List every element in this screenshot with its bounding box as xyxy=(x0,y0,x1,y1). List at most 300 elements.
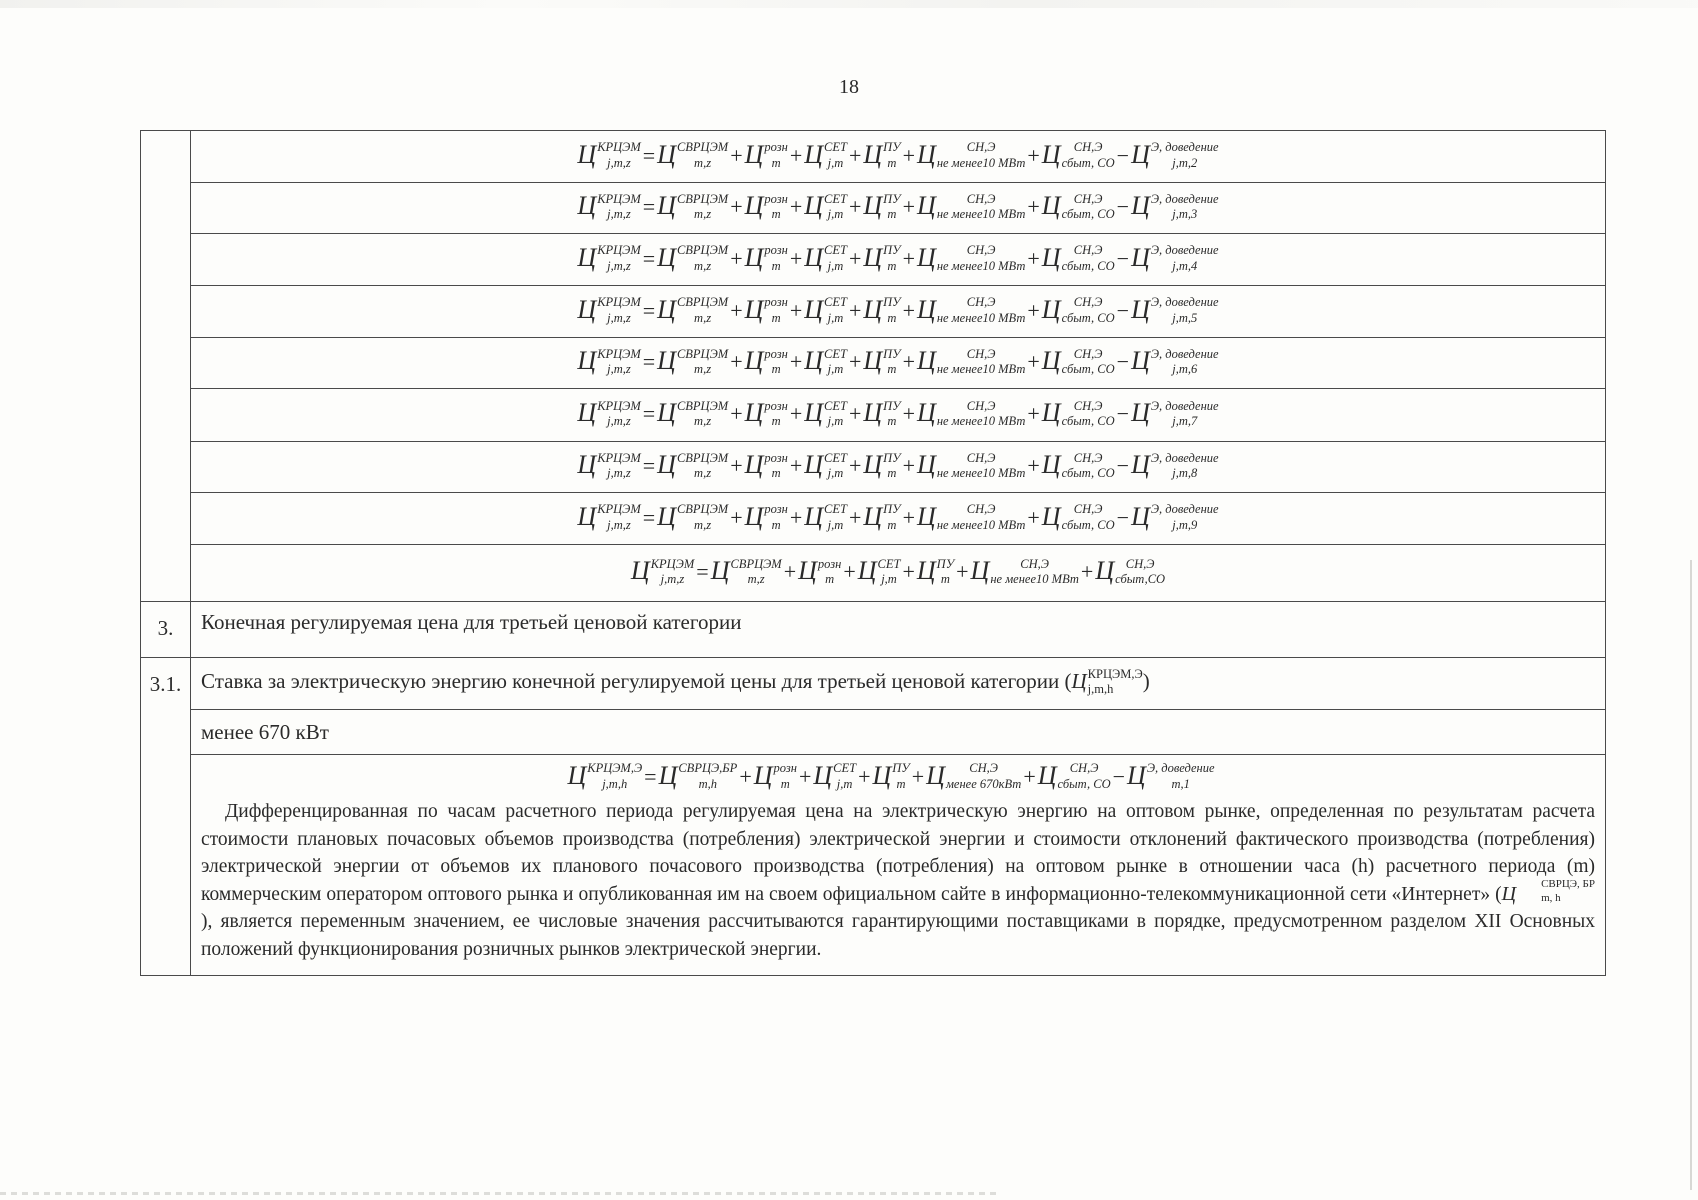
formula-row-2-term-7: Ц xyxy=(1131,139,1150,169)
formula-row-final-term-2-sub: m xyxy=(825,572,835,587)
formula-row-7-term-2-sub: m xyxy=(771,414,781,429)
formula-row-2-lhs-indices xyxy=(597,141,641,169)
row-3-1-symbol: Ц xyxy=(1071,669,1087,694)
formula-row-5-lhs: Ц xyxy=(577,294,597,324)
price-table-body xyxy=(141,131,1606,976)
formula-670-term-1-sub: m,h xyxy=(698,776,718,791)
formula-row-7-term-2-sup: розн xyxy=(764,398,788,413)
formula-row-4-lhs: Ц xyxy=(577,242,597,272)
formula-row-2-term-2: Ц xyxy=(744,139,764,169)
formula-row-3-term-5-sup: СН,Э xyxy=(966,191,996,206)
formula-row-5-term-3-sup: СЕТ xyxy=(824,295,847,310)
formula-row-2-term-6-indices xyxy=(1062,141,1115,169)
page-number: 18 xyxy=(839,76,859,98)
formula-670-term-7-sub: m,1 xyxy=(1171,776,1190,791)
definition-paragraph xyxy=(201,798,1595,963)
formula-row-6-term-7-sup: Э, доведение xyxy=(1150,346,1219,361)
formula-row-6-op-4: + xyxy=(848,349,862,375)
formula-670-term-7-sup: Э, доведение xyxy=(1146,761,1215,776)
formula-row-8-op-5: + xyxy=(902,453,916,479)
formula-row-6-term-1-sup: СВРЦЭМ xyxy=(676,346,729,361)
formula-row-3-term-1-sup: СВРЦЭМ xyxy=(676,191,729,206)
formula-row-3-term-7-indices xyxy=(1151,193,1219,221)
formula-row-5-term-2-sup: розн xyxy=(764,295,788,310)
formula-row-7-term-2: Ц xyxy=(744,398,764,428)
formula-670-term-6: Ц xyxy=(1037,761,1057,790)
formula-row-3-term-1-indices xyxy=(677,193,728,221)
formula-row-7-cell xyxy=(191,389,1606,442)
formula-row-6-term-6-sup: СН,Э xyxy=(1073,346,1103,361)
formula-row-9-term-5: Ц xyxy=(917,501,936,531)
formula-row-7-term-5-indices xyxy=(937,400,1026,428)
formula-row-final-term-4: Ц xyxy=(916,556,936,586)
formula-row-4-term-1-sub: m,z xyxy=(694,258,712,273)
formula-row-2-term-6-sub: сбыт, СО xyxy=(1061,155,1115,170)
formula-row-7-term-1: Ц xyxy=(657,398,676,428)
formula-row-4-op-5: + xyxy=(902,245,916,271)
formula-row-8-lhs-indices xyxy=(597,452,641,480)
formula-row-6-term-6-indices xyxy=(1062,348,1115,376)
formula-row-5-term-3: Ц xyxy=(804,294,824,324)
formula-row-4-term-3-indices xyxy=(824,244,847,272)
formula-row-4-term-4-sub: m xyxy=(887,258,897,273)
formula-row-6 xyxy=(141,338,1606,389)
row-670-formula xyxy=(141,755,1606,976)
formula-row-8-term-5-sup: СН,Э xyxy=(966,450,996,465)
formula-row-6-term-5-sub: не менее10 МВт xyxy=(936,362,1026,377)
formula-row-5-op-3: + xyxy=(789,297,803,323)
formula-row-3-op-4: + xyxy=(848,194,862,220)
formula-row-9-op-5: + xyxy=(902,504,916,530)
formula-row-3-term-5-sub: не менее10 МВт xyxy=(936,207,1026,222)
formula-row-4-term-7-sup: Э, доведение xyxy=(1150,243,1219,258)
formula-row-7-term-4: Ц xyxy=(863,398,883,428)
row-3-text-cell xyxy=(191,602,1606,658)
formula-row-7-term-6: Ц xyxy=(1041,398,1061,428)
formula-row-9-term-7-sup: Э, доведение xyxy=(1150,502,1219,517)
formula-row-9-term-2-sub: m xyxy=(771,517,781,532)
formula-row-7-lhs-sub: j,m,z xyxy=(607,414,631,429)
formula-row-5-term-5-sup: СН,Э xyxy=(966,295,996,310)
formula-row-4-term-3-sup: СЕТ xyxy=(824,243,847,258)
formula-670-term-4: Ц xyxy=(872,761,892,790)
formula-row-6-lhs-sup: КРЦЭМ xyxy=(597,346,641,361)
formula-row-7-expr xyxy=(577,400,1218,429)
formula-row-4-term-2: Ц xyxy=(744,242,764,272)
formula-row-6-term-3-indices xyxy=(824,348,847,376)
formula-row-6-cell xyxy=(191,338,1606,389)
formula-row-2-op-5: + xyxy=(902,142,916,168)
formula-row-8-term-1: Ц xyxy=(657,450,676,480)
formula-row-3-term-7-sub: j,m,3 xyxy=(1172,207,1198,222)
formula-row-8-term-4: Ц xyxy=(863,450,883,480)
formula-row-8-lhs: Ц xyxy=(577,450,597,480)
formula-670-op-7: − xyxy=(1112,764,1126,789)
formula-row-9-term-1-indices xyxy=(677,503,728,531)
formula-row-6-term-4-indices xyxy=(883,348,900,376)
formula-row-2-term-3-sup: СЕТ xyxy=(824,140,847,155)
formula-row-2-equals: = xyxy=(642,142,656,168)
formula-row-7-op-4: + xyxy=(848,401,862,427)
formula-row-7-term-3: Ц xyxy=(804,398,824,428)
formula-row-7-term-3-indices xyxy=(824,400,847,428)
formula-row-3-term-2-indices xyxy=(764,193,787,221)
row-3-1-close: ) xyxy=(1142,669,1150,694)
formula-row-3-term-3: Ц xyxy=(804,191,824,221)
formula-row-final-equals: = xyxy=(696,559,709,585)
formula-row-6-term-7: Ц xyxy=(1131,346,1150,376)
formula-row-4-op-6: + xyxy=(1027,245,1040,271)
formula-row-3-lhs-sub: j,m,z xyxy=(607,207,631,222)
formula-row-7 xyxy=(141,389,1606,442)
formula-row-4 xyxy=(141,234,1606,286)
formula-670 xyxy=(567,763,1214,792)
row-3-number: 3. xyxy=(157,616,174,640)
formula-row-5-op-7: − xyxy=(1116,297,1130,323)
formula-row-2-term-2-indices xyxy=(764,141,787,169)
formula-row-8-term-3-sup: СЕТ xyxy=(824,450,847,465)
paragraph-symbol-indices xyxy=(1517,879,1595,904)
formula-row-final-op-2: + xyxy=(783,559,797,585)
formula-row-2-term-3-indices xyxy=(824,141,847,169)
formula-row-6-op-6: + xyxy=(1027,349,1040,375)
formula-row-final-term-1-sub: m,z xyxy=(747,572,765,587)
formula-row-6-term-4-sub: m xyxy=(887,362,897,377)
formula-row-6-term-1: Ц xyxy=(657,346,676,376)
formula-670-term-1-indices xyxy=(678,762,737,790)
formula-block-number-cell xyxy=(141,131,191,602)
formula-row-7-equals: = xyxy=(642,401,656,427)
formula-row-5 xyxy=(141,286,1606,338)
formula-row-8-term-1-indices xyxy=(677,452,728,480)
formula-row-3-term-1: Ц xyxy=(657,191,676,221)
formula-row-5-term-7-indices xyxy=(1151,296,1219,324)
formula-row-final-term-3-sub: j,m xyxy=(881,572,897,587)
formula-row-final-term-4-indices xyxy=(937,558,954,586)
formula-row-9-term-4-sub: m xyxy=(887,517,897,532)
formula-670-term-1-sup: СВРЦЭ,БР xyxy=(678,761,738,776)
formula-row-final-expr xyxy=(631,558,1165,587)
row-3 xyxy=(141,602,1606,658)
formula-row-9-term-3-indices xyxy=(824,503,847,531)
formula-row-9-term-5-indices xyxy=(937,503,1026,531)
formula-row-6-op-3: + xyxy=(789,349,803,375)
formula-row-3-term-6-sub: сбыт, СО xyxy=(1061,207,1115,222)
formula-row-5-lhs-sup: КРЦЭМ xyxy=(597,295,641,310)
formula-row-5-term-6-sup: СН,Э xyxy=(1073,295,1103,310)
formula-row-7-term-5-sub: не менее10 МВт xyxy=(936,414,1026,429)
formula-row-6-op-2: + xyxy=(730,349,743,375)
formula-row-9-term-1-sup: СВРЦЭМ xyxy=(676,502,729,517)
formula-row-5-term-1-sup: СВРЦЭМ xyxy=(676,295,729,310)
formula-row-6-term-3: Ц xyxy=(804,346,824,376)
row-3-1-symbol-sup: КРЦЭМ,Э xyxy=(1087,666,1143,681)
formula-row-2-term-1-sub: m,z xyxy=(694,155,712,170)
formula-row-2-term-2-sup: розн xyxy=(764,140,788,155)
formula-row-4-term-1-indices xyxy=(677,244,728,272)
formula-row-5-term-1: Ц xyxy=(657,294,676,324)
formula-670-op-4: + xyxy=(858,764,871,789)
formula-row-8-term-7-sub: j,m,8 xyxy=(1172,466,1198,481)
formula-row-2-op-7: − xyxy=(1116,142,1130,168)
scan-top-edge xyxy=(0,0,1698,8)
formula-row-8-term-5-sub: не менее10 МВт xyxy=(936,466,1026,481)
formula-row-9-term-2: Ц xyxy=(744,501,764,531)
formula-670-term-6-sup: СН,Э xyxy=(1069,761,1099,776)
formula-row-5-term-3-indices xyxy=(824,296,847,324)
formula-row-5-term-4: Ц xyxy=(863,294,883,324)
formula-row-4-term-6-sup: СН,Э xyxy=(1073,243,1103,258)
formula-row-6-term-5-indices xyxy=(937,348,1026,376)
formula-row-final xyxy=(141,545,1606,602)
formula-row-8-term-2-sub: m xyxy=(771,466,781,481)
formula-row-final-term-5-sub: не менее10 МВт xyxy=(990,572,1079,587)
formula-row-3 xyxy=(141,183,1606,234)
formula-row-3-term-7: Ц xyxy=(1131,191,1150,221)
formula-row-7-term-7: Ц xyxy=(1131,398,1150,428)
formula-row-final-lhs-indices xyxy=(651,558,695,586)
paragraph-part2: ), является переменным значением, ее числовые значения рассчитываются гарантирующими поставщиками в порядке, предусмотренном разделом XII Основных положений функционирования розничных рынков электрической энергии. xyxy=(201,911,1595,960)
formula-row-8-cell xyxy=(191,442,1606,493)
formula-row-3-lhs: Ц xyxy=(577,191,597,221)
formula-row-5-lhs-sub: j,m,z xyxy=(607,310,631,325)
paragraph-symbol-sub: m, h xyxy=(1541,891,1561,904)
formula-row-6-term-5: Ц xyxy=(917,346,936,376)
formula-row-9-lhs-indices xyxy=(597,503,641,531)
formula-row-3-op-7: − xyxy=(1116,194,1130,220)
formula-670-lhs-indices xyxy=(587,762,642,790)
row-3-1-number: 3.1. xyxy=(149,672,182,696)
formula-row-3-term-6: Ц xyxy=(1041,191,1061,221)
formula-row-4-term-6-sub: сбыт, СО xyxy=(1061,258,1115,273)
formula-row-3-lhs-sup: КРЦЭМ xyxy=(597,191,641,206)
row-3-1-number-cell xyxy=(141,658,191,976)
formula-row-4-term-4-sup: ПУ xyxy=(883,243,901,258)
formula-row-final-term-5-indices xyxy=(990,558,1079,586)
formula-row-2-term-5-sup: СН,Э xyxy=(966,140,996,155)
formula-row-5-term-3-sub: j,m xyxy=(827,310,844,325)
formula-row-5-term-5-sub: не менее10 МВт xyxy=(936,310,1026,325)
formula-row-6-term-2-indices xyxy=(764,348,787,376)
formula-row-5-op-5: + xyxy=(902,297,916,323)
formula-row-final-term-3-indices xyxy=(878,558,901,586)
row-670-formula-cell xyxy=(191,755,1606,976)
formula-row-6-term-2: Ц xyxy=(744,346,764,376)
formula-row-8-term-3-indices xyxy=(824,452,847,480)
formula-670-term-2: Ц xyxy=(753,761,773,790)
formula-row-3-term-3-indices xyxy=(824,193,847,221)
formula-670-wrap xyxy=(201,763,1595,792)
formula-row-4-op-7: − xyxy=(1116,245,1130,271)
formula-row-2 xyxy=(141,131,1606,183)
formula-row-4-term-2-sup: розн xyxy=(764,243,788,258)
formula-670-term-6-sub: сбыт, СО xyxy=(1057,776,1111,791)
row-3-text: Конечная регулируемая цена для третьей ценовой категории xyxy=(201,610,742,634)
formula-670-term-7-indices xyxy=(1147,762,1215,790)
formula-row-8-op-6: + xyxy=(1027,453,1040,479)
formula-row-3-term-2-sup: розн xyxy=(764,191,788,206)
formula-670-op-3: + xyxy=(798,764,812,789)
formula-row-7-term-1-sup: СВРЦЭМ xyxy=(676,398,729,413)
formula-670-op-6: + xyxy=(1023,764,1036,789)
formula-row-2-term-7-sup: Э, доведение xyxy=(1150,140,1219,155)
formula-row-7-op-7: − xyxy=(1116,401,1130,427)
formula-row-final-op-6: + xyxy=(1080,559,1094,585)
formula-row-9-term-3: Ц xyxy=(804,501,824,531)
formula-row-final-term-6-indices xyxy=(1115,558,1165,586)
formula-row-7-op-5: + xyxy=(902,401,916,427)
formula-row-4-term-7: Ц xyxy=(1131,242,1150,272)
formula-row-9-term-2-sup: розн xyxy=(764,502,788,517)
formula-row-5-term-2: Ц xyxy=(744,294,764,324)
formula-row-3-term-4: Ц xyxy=(863,191,883,221)
formula-row-4-term-1: Ц xyxy=(657,242,676,272)
formula-row-final-lhs-sup: КРЦЭМ xyxy=(650,556,695,571)
formula-row-5-term-6-indices xyxy=(1062,296,1115,324)
formula-row-final-op-5: + xyxy=(956,559,969,585)
formula-row-4-term-5-sub: не менее10 МВт xyxy=(936,258,1026,273)
formula-row-9-op-2: + xyxy=(730,504,743,530)
formula-row-2-op-3: + xyxy=(789,142,803,168)
formula-row-3-cell xyxy=(191,183,1606,234)
formula-row-7-term-5-sup: СН,Э xyxy=(966,398,996,413)
formula-row-4-term-5-sup: СН,Э xyxy=(966,243,996,258)
formula-row-8-term-7: Ц xyxy=(1131,450,1150,480)
formula-row-9-term-7-indices xyxy=(1151,503,1219,531)
formula-row-5-term-4-indices xyxy=(883,296,900,324)
formula-row-9-op-7: − xyxy=(1116,504,1130,530)
formula-row-8-term-5-indices xyxy=(937,452,1026,480)
formula-row-8-term-5: Ц xyxy=(917,450,936,480)
formula-row-9-term-6: Ц xyxy=(1041,501,1061,531)
formula-row-2-term-1-indices xyxy=(677,141,728,169)
formula-row-2-op-6: + xyxy=(1027,142,1040,168)
formula-row-3-op-3: + xyxy=(789,194,803,220)
formula-row-3-term-4-sup: ПУ xyxy=(883,191,901,206)
formula-row-4-term-6-indices xyxy=(1062,244,1115,272)
formula-row-final-term-6-sub: сбыт,СО xyxy=(1115,572,1166,587)
row-less-670-text: менее 670 кВт xyxy=(201,719,329,744)
formula-row-3-term-5: Ц xyxy=(917,191,936,221)
formula-row-2-term-4-sup: ПУ xyxy=(883,140,901,155)
formula-row-8-expr xyxy=(577,452,1218,481)
formula-row-6-term-1-indices xyxy=(677,348,728,376)
formula-row-2-cell xyxy=(191,131,1606,183)
formula-row-8-term-4-sub: m xyxy=(887,466,897,481)
formula-row-3-term-2: Ц xyxy=(744,191,764,221)
formula-row-9-term-2-indices xyxy=(764,503,787,531)
formula-row-2-expr xyxy=(577,139,1219,171)
formula-row-4-term-7-sub: j,m,4 xyxy=(1172,258,1198,273)
formula-row-final-cell xyxy=(191,545,1606,602)
formula-row-9-term-7: Ц xyxy=(1131,501,1150,531)
formula-row-7-term-6-sub: сбыт, СО xyxy=(1061,414,1115,429)
formula-row-4-term-5: Ц xyxy=(917,242,936,272)
formula-row-3-term-2-sub: m xyxy=(771,207,781,222)
formula-row-9-cell xyxy=(191,493,1606,545)
formula-row-final-term-2-sup: розн xyxy=(817,556,842,571)
paragraph-symbol: Ц xyxy=(1501,882,1517,905)
formula-670-term-4-sub: m xyxy=(896,776,906,791)
formula-row-9-term-4: Ц xyxy=(863,501,883,531)
formula-row-6-term-7-sub: j,m,6 xyxy=(1172,362,1198,377)
formula-row-3-op-6: + xyxy=(1027,194,1040,220)
formula-670-op-5: + xyxy=(911,764,925,789)
formula-row-7-term-2-indices xyxy=(764,400,787,428)
scan-right-edge xyxy=(1690,560,1692,1190)
formula-row-final-term-2-indices xyxy=(818,558,841,586)
formula-row-4-op-2: + xyxy=(730,245,743,271)
formula-row-final-lhs-sub: j,m,z xyxy=(660,572,685,587)
formula-row-6-term-3-sub: j,m xyxy=(827,362,844,377)
formula-row-8-term-6-sup: СН,Э xyxy=(1073,450,1103,465)
formula-row-5-term-7-sub: j,m,5 xyxy=(1172,310,1198,325)
formula-row-6-op-7: − xyxy=(1116,349,1130,375)
formula-row-8-term-2: Ц xyxy=(744,450,764,480)
formula-row-5-term-6-sub: сбыт, СО xyxy=(1061,310,1115,325)
formula-row-9-op-3: + xyxy=(789,504,803,530)
price-table xyxy=(140,130,1606,976)
row-3-1 xyxy=(141,658,1606,710)
formula-row-5-cell xyxy=(191,286,1606,338)
formula-row-9-term-6-indices xyxy=(1062,503,1115,531)
paragraph-symbol-sup: СВРЦЭ, БР xyxy=(1541,877,1595,890)
formula-row-9-lhs: Ц xyxy=(577,501,597,531)
formula-row-9-op-4: + xyxy=(848,504,862,530)
formula-row-final-lhs: Ц xyxy=(630,556,650,586)
formula-row-3-term-7-sup: Э, доведение xyxy=(1150,191,1219,206)
formula-row-6-lhs-sub: j,m,z xyxy=(607,362,631,377)
formula-row-8-term-4-indices xyxy=(883,452,900,480)
formula-row-4-term-3: Ц xyxy=(804,242,824,272)
formula-row-9-equals: = xyxy=(642,504,656,530)
formula-row-8-lhs-sub: j,m,z xyxy=(607,466,631,481)
formula-row-4-op-3: + xyxy=(789,245,803,271)
formula-670-term-1: Ц xyxy=(658,761,678,790)
row-3-1-symbol-sub: j,m,h xyxy=(1087,682,1114,697)
formula-row-6-term-4-sup: ПУ xyxy=(883,346,901,361)
formula-row-2-term-7-indices xyxy=(1151,141,1219,169)
formula-row-final-term-3-sup: СЕТ xyxy=(877,556,901,571)
formula-row-9-term-1: Ц xyxy=(657,501,676,531)
formula-row-4-equals: = xyxy=(642,245,656,271)
formula-row-3-term-6-sup: СН,Э xyxy=(1073,191,1103,206)
row-3-number-cell xyxy=(141,602,191,658)
formula-row-8-op-2: + xyxy=(730,453,743,479)
formula-row-3-term-3-sub: j,m xyxy=(827,207,844,222)
formula-row-2-term-5-indices xyxy=(937,141,1026,169)
formula-row-8-term-3: Ц xyxy=(804,450,824,480)
formula-row-5-term-5: Ц xyxy=(917,294,936,324)
formula-row-4-term-7-indices xyxy=(1151,244,1219,272)
formula-row-5-term-1-sub: m,z xyxy=(694,310,712,325)
formula-row-2-lhs-sup: КРЦЭМ xyxy=(597,140,641,155)
formula-row-2-term-7-sub: j,m,2 xyxy=(1172,155,1198,170)
formula-670-term-3-indices xyxy=(833,762,856,790)
formula-row-7-term-5: Ц xyxy=(917,398,936,428)
formula-row-8-term-1-sub: m,z xyxy=(694,466,712,481)
formula-row-3-term-3-sup: СЕТ xyxy=(824,191,847,206)
formula-670-op-2: + xyxy=(739,764,752,789)
formula-row-2-term-6: Ц xyxy=(1041,139,1061,169)
formula-670-term-3-sup: СЕТ xyxy=(833,761,857,776)
formula-row-7-term-7-sub: j,m,7 xyxy=(1172,414,1198,429)
formula-row-2-term-1: Ц xyxy=(657,139,676,169)
formula-row-2-term-1-sup: СВРЦЭМ xyxy=(676,140,729,155)
formula-row-7-op-6: + xyxy=(1027,401,1040,427)
formula-670-term-4-indices xyxy=(892,762,909,790)
formula-670-lhs-sup: КРЦЭМ,Э xyxy=(587,761,643,776)
